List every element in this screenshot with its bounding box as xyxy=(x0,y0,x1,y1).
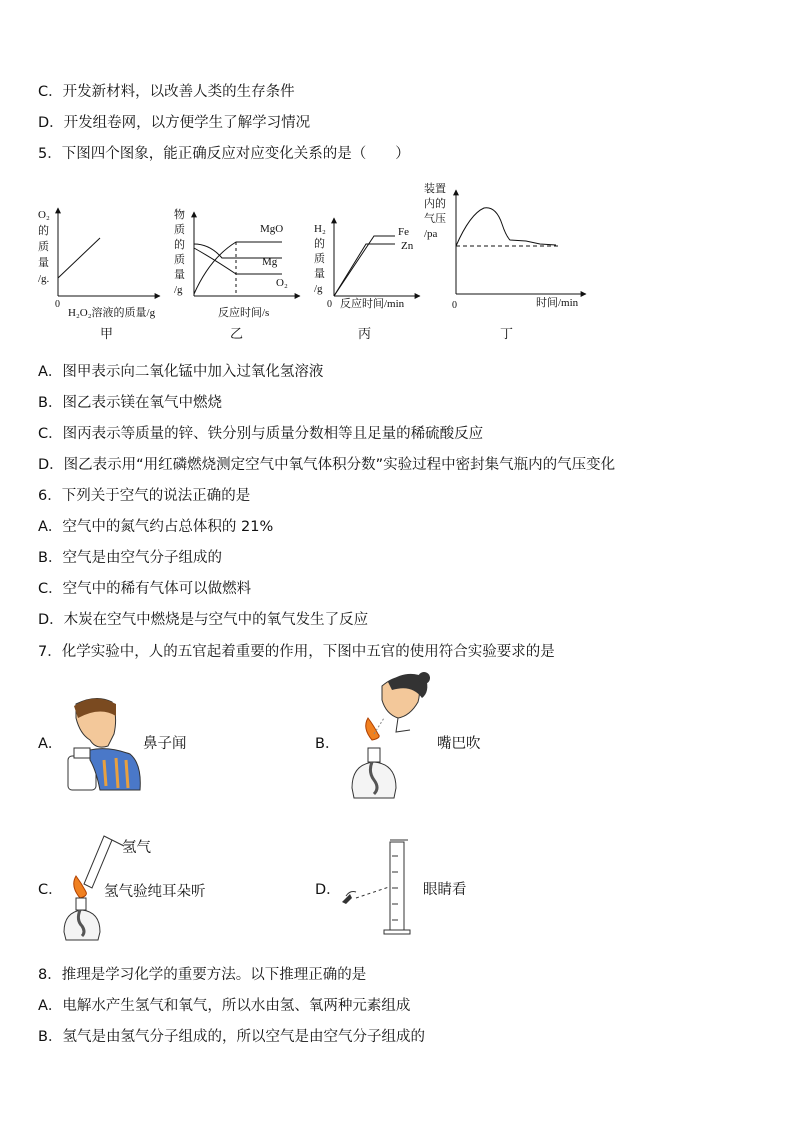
q7-option-a-label: 鼻子闻 xyxy=(143,736,187,752)
q6-option-b: B．空气是由空气分子组成的 xyxy=(38,550,222,566)
graph-bing xyxy=(314,218,420,341)
q4-option-c: C．开发新材料，以改善人类的生存条件 xyxy=(38,84,295,100)
graph-ding-curve xyxy=(456,208,556,246)
graph-yi-ylabel-5: /g xyxy=(174,284,183,296)
q7-option-d-illustration xyxy=(338,836,428,940)
graph-yi-ylabel-4: 量 xyxy=(174,269,185,281)
q6-option-a: A．空气中的氮气约占总体积的 21% xyxy=(38,519,274,535)
graph-bing-ylabel-4: /g xyxy=(314,283,323,295)
graph-yi-series-mgo: MgO xyxy=(260,223,284,235)
graph-ding-xlabel: 时间/min xyxy=(536,297,579,309)
q5-option-d: D．图乙表示用“用红磷燃烧测定空气中氧气体积分数”实验过程中密封集气瓶内的气压变化 xyxy=(38,457,616,473)
graph-bing-series-zn: Zn xyxy=(401,240,414,252)
graph-bing-series-fe: Fe xyxy=(398,226,409,238)
q7-option-c-label: 氢气验纯耳朵听 xyxy=(104,884,206,900)
q5-option-b: B．图乙表示镁在氧气中燃烧 xyxy=(38,395,222,411)
graph-ding-ylabel-0: 装置 xyxy=(424,183,446,195)
graph-jia-ylabel-0: O₂ xyxy=(38,209,50,221)
graph-yi-curve-mgo xyxy=(194,242,282,294)
graph-bing-ylabel-0: H₂ xyxy=(314,223,326,235)
q6-option-d: D．木炭在空气中燃烧是与空气中的氧气发生了反应 xyxy=(38,612,369,628)
q7-option-b-illustration xyxy=(338,668,438,808)
q7-option-b-letter: B． xyxy=(315,736,340,752)
graph-jia-ylabel-3: 量 xyxy=(38,257,49,269)
graph-yi-series-o2: O₂ xyxy=(276,277,288,289)
graph-jia-curve xyxy=(58,238,100,278)
q5-option-a: A．图甲表示向二氧化锰中加入过氧化氢溶液 xyxy=(38,364,324,380)
q7-option-c-letter: C． xyxy=(38,882,63,898)
graph-yi-caption: 乙 xyxy=(230,326,244,341)
graph-jia-xlabel: H₂O₂溶液的质量/g xyxy=(68,307,156,319)
q6-option-c: C．空气中的稀有气体可以做燃料 xyxy=(38,581,252,597)
graph-bing-ylabel-2: 质 xyxy=(314,253,325,265)
graph-bing-origin: 0 xyxy=(327,299,332,310)
graph-bing-curve-zn xyxy=(334,244,395,296)
graph-bing-caption: 丙 xyxy=(358,326,372,341)
graph-bing-xlabel: 反应时间/min xyxy=(340,298,405,310)
question-5: 5．下图四个图象，能正确反应对应变化关系的是（ ） xyxy=(38,146,410,162)
graph-jia-origin: 0 xyxy=(55,299,60,310)
graph-jia xyxy=(38,208,160,341)
graph-jia-caption: 甲 xyxy=(100,326,114,341)
question-7: 7．化学实验中，人的五官起着重要的作用，下图中五官的使用符合实验要求的是 xyxy=(38,644,555,660)
graph-jia-ylabel-1: 的 xyxy=(38,225,49,237)
graph-yi-ylabel-1: 质 xyxy=(174,224,185,236)
q7-option-a-illustration xyxy=(60,694,150,794)
graph-yi-ylabel-0: 物 xyxy=(174,209,185,221)
graph-ding xyxy=(424,181,586,341)
q7-option-b-label: 嘴巴吹 xyxy=(437,736,481,752)
graph-yi-ylabel-2: 的 xyxy=(174,239,185,251)
graph-bing-ylabel-1: 的 xyxy=(314,238,325,250)
q7-option-a-letter: A． xyxy=(38,736,63,752)
graph-ding-ylabel-2: 气压 xyxy=(424,213,446,225)
graph-ding-caption: 丁 xyxy=(500,326,514,341)
q7-option-d-label: 眼睛看 xyxy=(423,882,467,898)
q5-graphs xyxy=(0,178,794,348)
graph-yi-ylabel-3: 质 xyxy=(174,254,185,266)
graph-ding-ylabel-1: 内的 xyxy=(424,198,446,210)
q4-option-d: D．开发组卷网，以方便学生了解学习情况 xyxy=(38,115,311,131)
graph-jia-ylabel-2: 质 xyxy=(38,241,49,253)
q8-option-b: B．氢气是由氢气分子组成的，所以空气是由空气分子组成的 xyxy=(38,1029,425,1045)
graph-jia-ylabel-4: /g. xyxy=(38,273,50,285)
question-8: 8．推理是学习化学的重要方法。以下推理正确的是 xyxy=(38,967,367,983)
graph-yi-series-mg: Mg xyxy=(262,256,278,268)
q5-option-c: C．图丙表示等质量的锌、铁分别与质量分数相等且足量的稀硫酸反应 xyxy=(38,426,484,442)
graph-yi-xlabel: 反应时间/s xyxy=(218,307,270,319)
graph-bing-curve-fe xyxy=(334,236,395,296)
graph-ding-ylabel-3: /pa xyxy=(424,228,438,240)
q7-option-d-letter: D． xyxy=(315,882,341,898)
graph-bing-ylabel-3: 量 xyxy=(314,268,325,280)
q7-option-c-gas-label: 氢气 xyxy=(122,840,151,856)
question-6: 6．下列关于空气的说法正确的是 xyxy=(38,488,251,504)
graph-yi xyxy=(174,207,300,341)
graph-ding-origin: 0 xyxy=(452,300,457,311)
q8-option-a: A．电解水产生氢气和氧气，所以水由氢、氧两种元素组成 xyxy=(38,998,411,1014)
